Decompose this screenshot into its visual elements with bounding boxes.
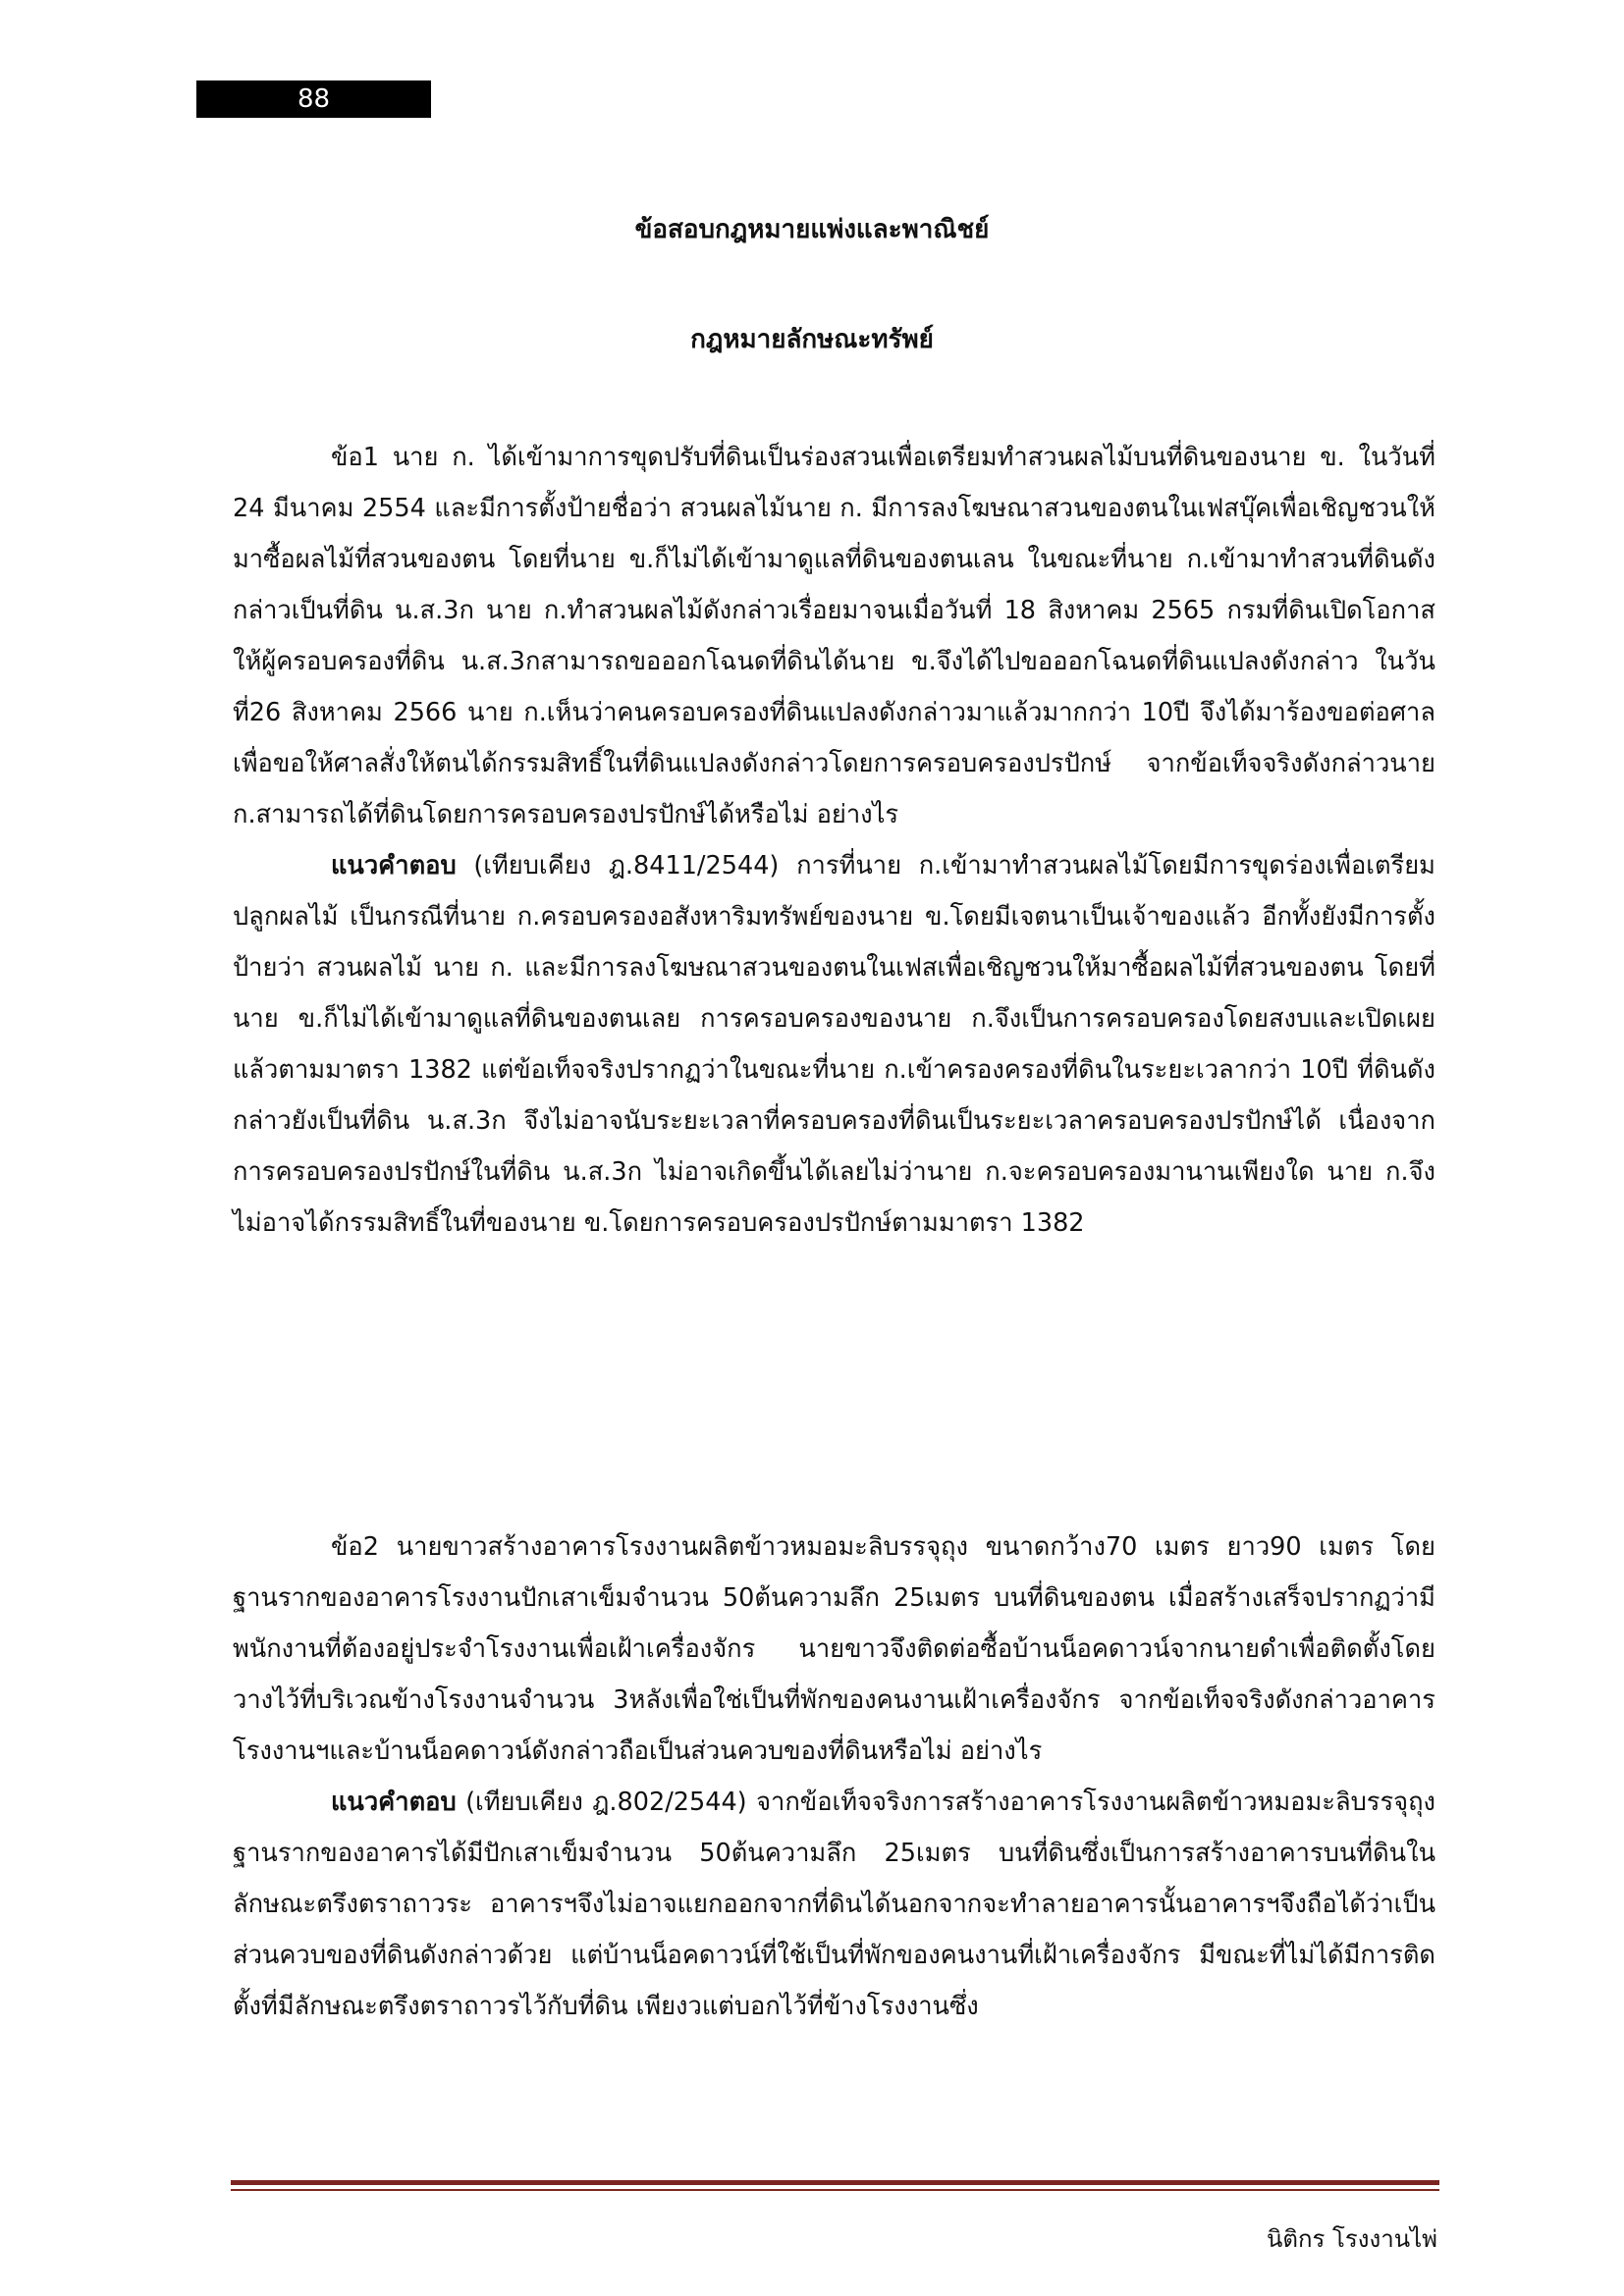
footer-divider-thick — [231, 2180, 1439, 2185]
answer-1-paragraph — [233, 840, 1435, 1249]
page-title: ข้อสอบกฎหมายแพ่งและพาณิชย์ — [634, 215, 990, 244]
page-number: 88 — [196, 80, 431, 118]
section-title: กฎหมายลักษณะทรัพย์ — [690, 325, 934, 354]
footer-author: นิติกร โรงงานไพ่ — [1266, 2225, 1437, 2253]
answer-2-label: แนวคำตอบ — [331, 1788, 457, 1817]
question-1-text: ข้อ1 นาย ก. ได้เข้ามาการขุดปรับที่ดินเป็นร่องสวนเพื่อเตรียมทำสวนผลไม้บนที่ดินของนาย ข. ในวันที่ 24 มีนาคม 2554 และมีการตั้งป้ายชื่อว่า สวนผลไม้นาย ก. มีการลงโฆษณาสวนของตนในเฟสบุ๊คเพื่อเชิญชวนให้มาซื้อผลไม้ที่สวนของตน โดยที่นาย ข.ก็ไม่ได้เข้ามาดูแลที่ดินของตนเลน ในขณะที่นาย ก.เข้ามาทำสวนที่ดินดังกล่าวเป็นที่ดิน น.ส.3ก นาย ก.ทำสวนผลไม้ดังกล่าวเรื่อยมาจนเมื่อวันที่ 18 สิงหาคม 2565 กรมที่ดินเปิดโอกาสให้ผู้ครอบครองที่ดิน น.ส.3กสามารถขอออกโฉนดที่ดินได้นาย ข.จึงได้ไปขอออกโฉนดที่ดินแปลงดังกล่าว ในวันที่26 สิงหาคม 2566 นาย ก.เห็นว่าคนครอบครองที่ดินแปลงดังกล่าวมาแล้วมากกว่า 10ปี จึงได้มาร้องขอต่อศาลเพื่อขอให้ศาลสั่งให้ตนได้กรรมสิทธิ์ในที่ดินแปลงดังกล่าวโดยการครอบครองปรปักษ์ จากข้อเท็จจริงดังกล่าวนาย ก.สามารถได้ที่ดินโดยการครอบครองปรปักษ์ได้หรือไม่ อย่างไร — [233, 443, 1435, 829]
question-2-block — [233, 1522, 1435, 2032]
footer-divider-thin — [231, 2189, 1439, 2191]
answer-2-text: (เทียบเคียง ฎ.802/2544) จากข้อเท็จจริงการสร้างอาคารโรงงานผลิตข้าวหมอมะลิบรรจุถุง ฐานรากของอาคารได้มีปักเสาเข็มจำนวน 50ต้นความลึก 25เมตร บนที่ดินซึ่งเป็นการสร้างอาคารบนที่ดินในลักษณะตรึงตราถาวระ อาคารฯจึงไม่อาจแยกออกจากที่ดินได้นอกจากจะทำลายอาคารนั้นอาคารฯจึงถือได้ว่าเป็นส่วนควบของที่ดินดังกล่าวด้วย แต่บ้านน็อคดาวน์ที่ใช้เป็นที่พักของคนงานที่เฝ้าเครื่องจักร มีขณะที่ไม่ได้มีการติดตั้งที่มีลักษณะตรึงตราถาวรไว้กับที่ดิน เพียงวแต่บอกไว้ที่ข้างโรงงานซึ่ง — [233, 1788, 1435, 2021]
answer-1-label: แนวคำตอบ — [331, 851, 457, 881]
answer-2-paragraph — [233, 1777, 1435, 2032]
question-2-text: ข้อ2 นายขาวสร้างอาคารโรงงานผลิตข้าวหมอมะลิบรรจุถุง ขนาดกว้าง70 เมตร ยาว90 เมตร โดยฐานรากของอาคารโรงงานปักเสาเข็มจำนวน 50ต้นความลึก 25เมตร บนที่ดินของตน เมื่อสร้างเสร็จปรากฏว่ามีพนักงานที่ต้องอยู่ประจำโรงงานเพื่อเฝ้าเครื่องจักร นายขาวจึงติดต่อซื้อบ้านน็อคดาวน์จากนายดำเพื่อติดตั้งโดยวางไว้ที่บริเวณข้างโรงงานจำนวน 3หลังเพื่อใช่เป็นที่พักของคนงานเฝ้าเครื่องจักร จากข้อเท็จจริงดังกล่าวอาคารโรงงานฯและบ้านน็อคดาวน์ดังกล่าวถือเป็นส่วนควบของที่ดินหรือไม่ อย่างไร — [233, 1532, 1435, 1766]
question-1-block — [233, 432, 1435, 1249]
answer-1-text: (เทียบเคียง ฎ.8411/2544) การที่นาย ก.เข้ามาทำสวนผลไม้โดยมีการขุดร่องเพื่อเตรียมปลูกผลไม้ เป็นกรณีที่นาย ก.ครอบครองอสังหาริมทรัพย์ของนาย ข.โดยมีเจตนาเป็นเจ้าของแล้ว อีกทั้งยังมีการตั้งป้ายว่า สวนผลไม้ นาย ก. และมีการลงโฆษณาสวนของตนในเฟสเพื่อเชิญชวนให้มาซื้อผลไม้ที่สวนของตน โดยที่นาย ข.ก็ไม่ได้เข้ามาดูแลที่ดินของตนเลย การครอบครองของนาย ก.จึงเป็นการครอบครองโดยสงบและเปิดเผยแล้วตามมาตรา 1382 แต่ข้อเท็จจริงปรากฏว่าในขณะที่นาย ก.เข้าครองครองที่ดินในระยะเวลากว่า 10ปี ที่ดินดังกล่าวยังเป็นที่ดิน น.ส.3ก จึงไม่อาจนับระยะเวลาที่ครอบครองที่ดินเป็นระยะเวลาครอบครองปรปักษ์ได้ เนื่องจากการครอบครองปรปักษ์ในที่ดิน น.ส.3ก ไม่อาจเกิดขึ้นได้เลยไม่ว่านาย ก.จะครอบครองมานานเพียงใด นาย ก.จึงไม่อาจได้กรรมสิทธิ์ในที่ของนาย ข.โดยการครอบครองปรปักษ์ตามมาตรา 1382 — [233, 851, 1435, 1238]
